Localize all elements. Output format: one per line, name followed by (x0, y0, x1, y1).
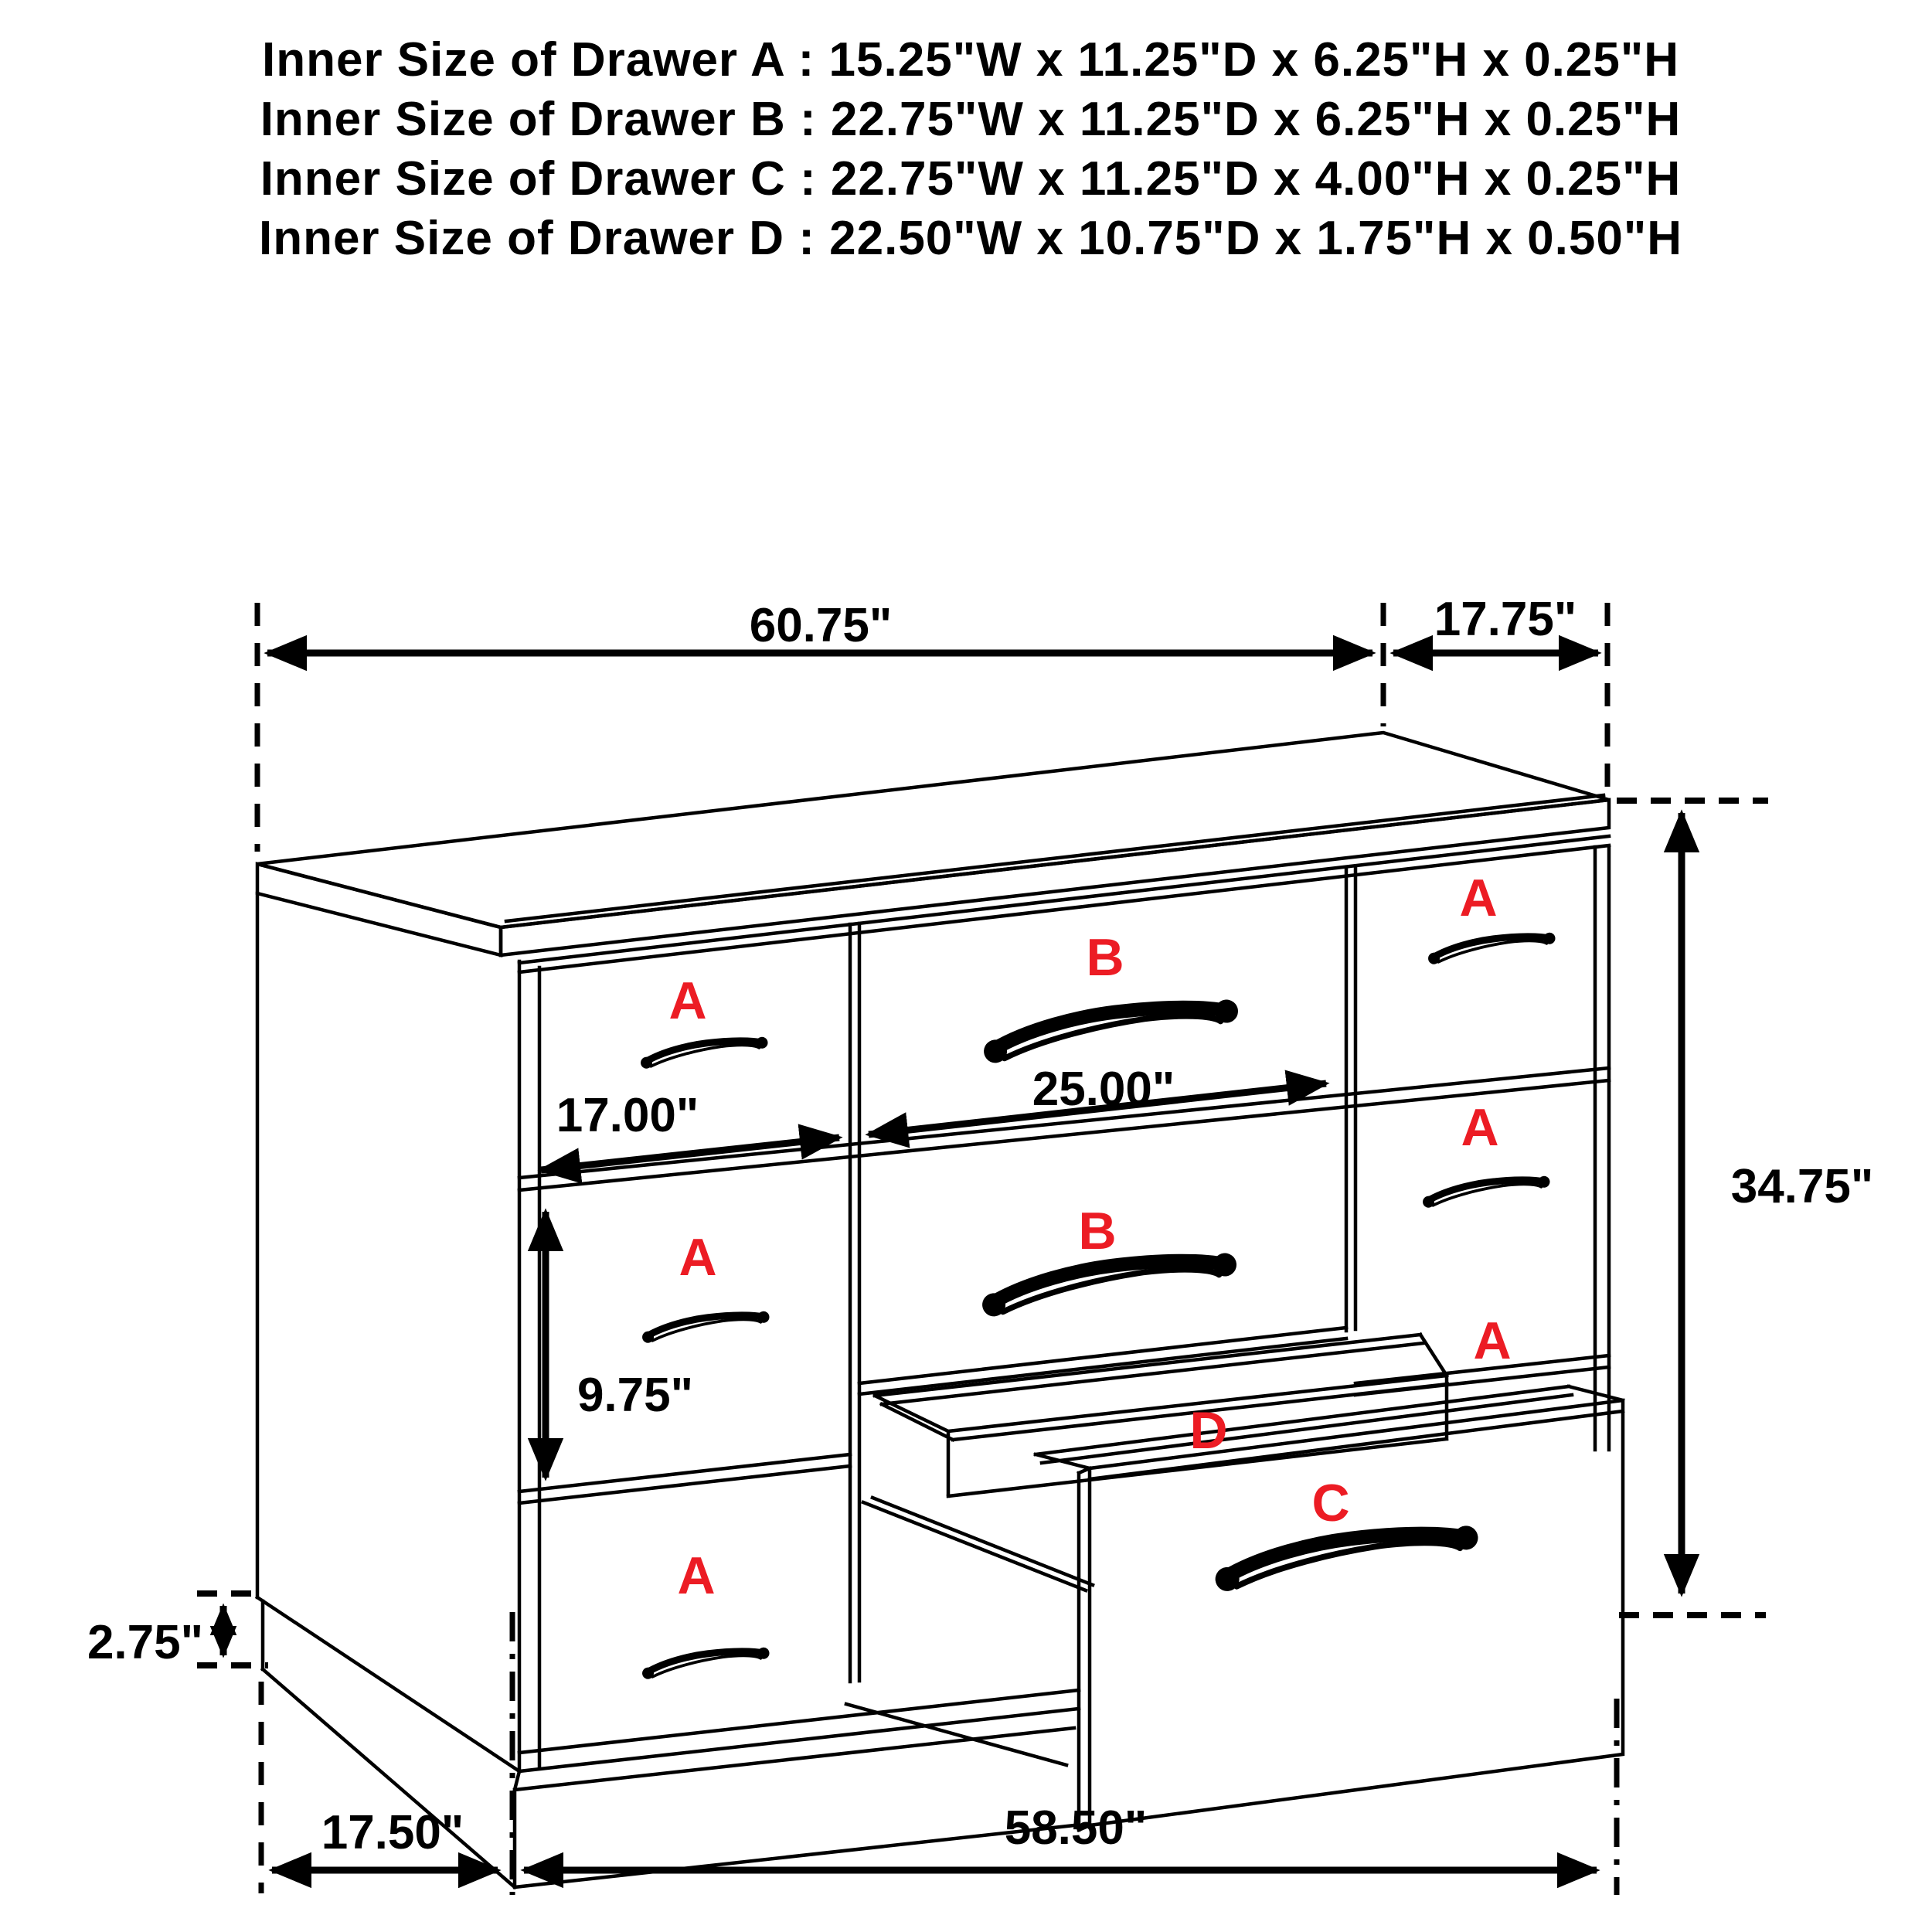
spec-header (259, 33, 1682, 265)
spec-line-drawer-d: Inner Size of Drawer D : 22.50"W x 10.75"D x 1.75"H x 0.50"H (258, 212, 1683, 265)
dim-label-top-depth: 17.75" (1434, 593, 1577, 646)
spec-line-drawer-a: Inner Size of Drawer A : 15.25"W x 11.25"D x 6.25"H x 0.25"H (262, 33, 1679, 87)
cabinet-linework (257, 733, 1623, 1887)
drawer-label-b1: B (1086, 928, 1124, 987)
row-band-2-left (519, 1454, 850, 1503)
drawer-handle-icon (1213, 1523, 1481, 1593)
cabinet-top-face (257, 733, 1609, 927)
drawer-label-a6: A (1473, 1311, 1512, 1370)
dimension-arrows (223, 653, 1682, 1870)
dim-arrow-drawer-a-width (541, 1138, 839, 1170)
open-cavity-lines (846, 1498, 1093, 1765)
dim-label-top-width: 60.75" (749, 599, 893, 652)
dim-label-drawer-height: 9.75" (577, 1369, 694, 1422)
cabinet-right-edge (1595, 847, 1609, 1450)
drawer-label-d: D (1189, 1401, 1228, 1460)
dim-label-front-width: 58.50" (1004, 1801, 1148, 1855)
dim-label-drawer-b-width: 25.00" (1032, 1063, 1175, 1116)
drawer-label-a2: A (679, 1228, 717, 1287)
drawer-handle-icon (1427, 931, 1556, 964)
drawer-label-a5: A (1461, 1098, 1499, 1157)
divider-left (850, 923, 859, 1682)
divider-right (1346, 869, 1355, 1331)
drawer-label-b2: B (1078, 1202, 1117, 1260)
drawer-handle-icon (981, 997, 1240, 1064)
drawer-handle-icon (641, 1646, 770, 1679)
drawer-label-c: C (1311, 1474, 1350, 1532)
drawer-handle-icon (639, 1036, 769, 1069)
drawer-handle-icon (641, 1310, 770, 1343)
spec-line-drawer-b: Inner Size of Drawer B : 22.75"W x 11.25"D x 6.25"H x 0.25"H (260, 93, 1682, 146)
dim-label-height: 34.75" (1730, 1160, 1874, 1213)
dim-label-drawer-a-width: 17.00" (556, 1089, 699, 1142)
dim-label-base-height: 2.75" (87, 1616, 204, 1669)
drawer-label-a4: A (1459, 869, 1498, 927)
drawer-label-a3: A (677, 1546, 716, 1605)
cabinet-left-side (257, 893, 539, 1771)
dim-label-side-depth: 17.50" (321, 1806, 464, 1859)
spec-line-drawer-c: Inner Size of Drawer C : 22.75"W x 11.25"D x 4.00"H x 0.25"H (260, 152, 1682, 206)
drawer-handle-icon (1421, 1175, 1551, 1208)
drawer-handles (639, 931, 1556, 1679)
drawer-label-a1: A (668, 971, 707, 1030)
drawer-handle-icon (979, 1250, 1239, 1318)
